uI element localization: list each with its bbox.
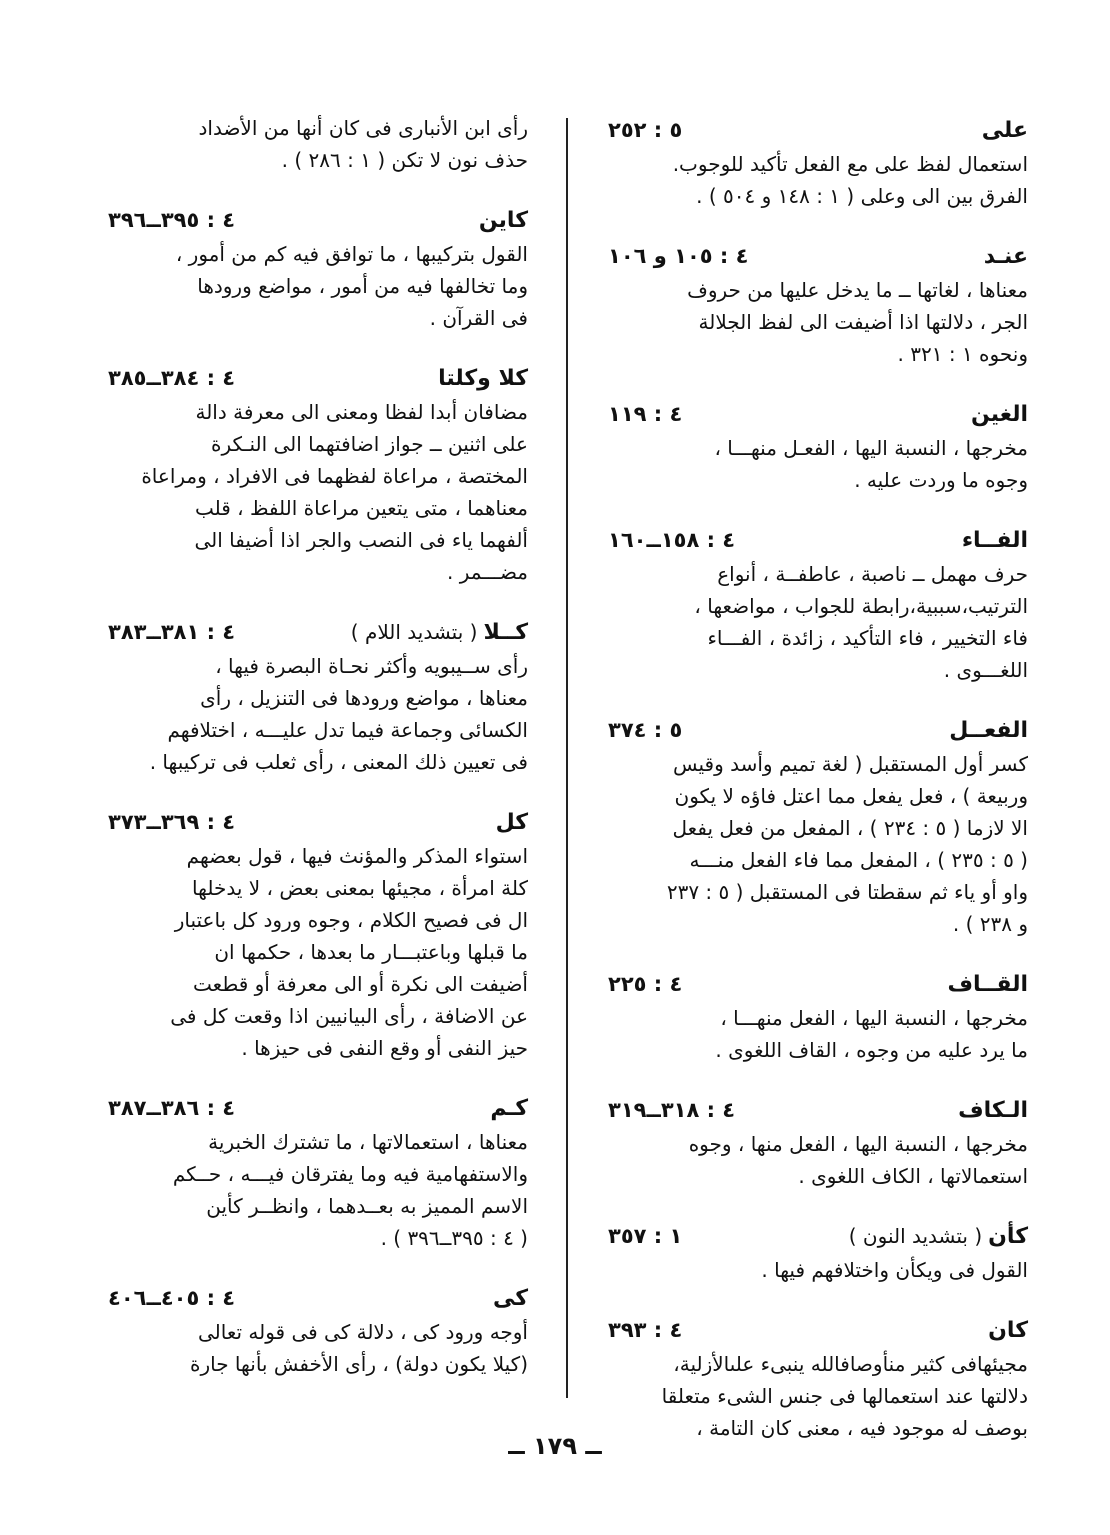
entry-term-wrap [849, 1218, 1028, 1256]
left-column [88, 112, 528, 1406]
entry-term: كل [495, 810, 528, 835]
entry-note: ( بتشديد النون ) [848, 1224, 983, 1248]
description-line: وربيعة ) ، فعل يفعل مما اعتل فاؤه لا يكون [674, 784, 1028, 808]
index-entry [588, 1092, 1028, 1192]
index-entry [88, 202, 528, 334]
entry-term-wrap [496, 805, 528, 842]
entry-description [588, 748, 1028, 940]
entry-reference: ٤ : ١٠٥ و ١٠٦ [608, 244, 749, 268]
entry-header [88, 614, 528, 650]
entry-reference: ٥ : ٢٥٢ [608, 118, 683, 142]
entry-header [88, 1280, 528, 1316]
description-line: (كيلا يكون دولة) ، رأى الأخفش بأنها جارة [189, 1352, 528, 1376]
description-line: أوجه ورود كى ، دلالة كى فى قوله تعالى [197, 1320, 528, 1344]
entry-description [588, 274, 1028, 370]
description-line: مضافان أبدا لفظا ومعنى الى معرفة دالة [195, 400, 528, 424]
entry-term: كاين [478, 208, 528, 233]
entry-description [88, 112, 528, 176]
entry-header [88, 1090, 528, 1126]
index-entry [588, 966, 1028, 1066]
entry-reference: ٤ : ١٥٨ــ١٦٠ [608, 528, 736, 552]
index-entry [588, 712, 1028, 940]
description-line: ونحوه ١ : ٣٢١ . [897, 342, 1028, 366]
right-column [588, 112, 1028, 1470]
entry-term-wrap [493, 1281, 528, 1318]
description-line: ألفهما ياء فى النصب والجر اذا أضيفا الى [194, 528, 528, 552]
entry-description [588, 558, 1028, 686]
entry-header [588, 712, 1028, 748]
entry-term-wrap [948, 967, 1029, 1004]
entry-term-wrap [982, 113, 1028, 150]
entry-description [588, 1128, 1028, 1192]
description-line: حرف مهمل ــ ناصبة ، عاطفــة ، أنواع [717, 562, 1028, 586]
description-line: استعمال لفظ على مع الفعل تأكيد للوجوب. [672, 152, 1028, 176]
description-line: استعمالاتها ، الكاف اللغوى . [798, 1164, 1028, 1188]
entry-term: على [981, 118, 1028, 143]
column-divider [566, 118, 568, 1398]
description-line: المختصة ، مراعاة لفظهما فى الافراد ، ومراعاة [141, 464, 528, 488]
description-line: وما تخالفها فيه من أمور ، مواضع ورودها [197, 274, 528, 298]
entry-term-wrap [962, 523, 1028, 560]
entry-header [588, 522, 1028, 558]
description-line: واو أو ياء ثم سقطتا فى المستقبل ( ٥ : ٢٣٧ [666, 880, 1028, 904]
description-line: حذف نون لا تكن ( ١ : ٢٨٦ ) . [281, 148, 528, 172]
entry-term-wrap [351, 614, 528, 652]
entry-reference: ٤ : ١١٩ [608, 402, 683, 426]
index-entry [88, 1280, 528, 1380]
description-line: معناها ، لغاتها ــ ما يدخل عليها من حروف [687, 278, 1028, 302]
entry-description [88, 650, 528, 778]
entry-term: كى [492, 1286, 528, 1311]
entry-header [88, 804, 528, 840]
description-line: القول بتركيبها ، ما توافق فيه كم من أمور ، [175, 242, 528, 266]
entry-header [88, 360, 528, 396]
description-line: اللغـــوى . [943, 658, 1028, 682]
description-line: الفرق بين الى وعلى ( ١ : ١٤٨ و ٥٠٤ ) . [696, 184, 1028, 208]
description-line: معناهما ، متى يتعين مراعاة اللفظ ، قلب [194, 496, 528, 520]
entry-reference: ٤ : ٢٢٥ [608, 972, 683, 996]
description-line: الكسائى وجماعة فيما تدل عليـــه ، اختلافهم [167, 718, 528, 742]
entry-term: الفــاء [961, 528, 1028, 553]
description-line: مخرجها ، النسبة اليها ، الفعل منها ، وجوه [688, 1132, 1028, 1156]
description-line: عن الاضافة ، رأى البيانيين اذا وقعت كل فى [170, 1004, 528, 1028]
description-line: مخرجها ، النسبة اليها ، الفعـل منهـــا ، [714, 436, 1028, 460]
index-entry [88, 804, 528, 1064]
entry-note: ( بتشديد اللام ) [350, 620, 478, 644]
description-line: الترتيب،سببية،رابطة للجواب ، مواضعها ، [694, 594, 1028, 618]
description-line: والاستفهامية فيه وما يفترقان فيـــه ، حــكم [172, 1162, 528, 1186]
entry-reference: ٤ : ٣٦٩ــ٣٧٣ [108, 810, 236, 834]
entry-header [588, 1092, 1028, 1128]
index-entry [588, 238, 1028, 370]
index-entry [88, 360, 528, 588]
description-line: القول فى ويكأن واختلافهم فيها . [761, 1258, 1028, 1282]
description-line: ال فى فصيح الكلام ، وجوه ورود كل باعتبار [174, 908, 528, 932]
entry-reference: ١ : ٣٥٧ [608, 1224, 683, 1248]
description-line: كسر أول المستقبل ( لغة تميم وأسد وقيس [673, 752, 1028, 776]
entry-description [588, 1002, 1028, 1066]
index-entry [88, 1090, 528, 1254]
entry-reference: ٤ : ٣٩٣ [608, 1318, 683, 1342]
description-line: ( ٥ : ٢٣٥ ) ، المفعل مما فاء الفعل منـــه [689, 848, 1028, 872]
entry-term-wrap [958, 1093, 1028, 1130]
entry-term: الفعــل [949, 718, 1028, 743]
entry-term-wrap [490, 1091, 528, 1128]
entry-description [88, 1126, 528, 1254]
entry-description [88, 396, 528, 588]
description-line: أضيفت الى نكرة أو الى معرفة أو قطعت [193, 972, 528, 996]
description-line: رأى ابن الأنبارى فى كان أنها من الأضداد [198, 116, 528, 140]
entry-reference: ٤ : ٣٨١ــ٣٨٣ [108, 620, 236, 644]
index-entry [88, 614, 528, 778]
description-line: معناها ، مواضع ورودها فى التنزيل ، رأى [200, 686, 528, 710]
entry-header [588, 1218, 1028, 1254]
page-number: ــ ١٧٩ ــ [508, 1432, 602, 1460]
description-line: فاء التخيير ، فاء التأكيد ، زائدة ، الفـــاء [707, 626, 1028, 650]
index-entry [88, 112, 528, 176]
description-line: الا لازما ( ٥ : ٢٣٤ ) ، المفعل من فعل يفعل [672, 816, 1028, 840]
entry-reference: ٤ : ٣٨٦ــ٣٨٧ [108, 1096, 236, 1120]
description-line: كلة امرأة ، مجيئها بمعنى بعض ، لا يدخلها [192, 876, 528, 900]
description-line: فى تعيين ذلك المعنى ، رأى ثعلب فى تركيبها . [149, 750, 528, 774]
entry-reference: ٤ : ٣٨٤ــ٣٨٥ [108, 366, 236, 390]
entry-description [588, 1348, 1028, 1444]
entry-term: الـكاف [958, 1098, 1028, 1123]
description-line: وجوه ما وردت عليه . [854, 468, 1028, 492]
entry-term-wrap [984, 239, 1028, 276]
entry-description [588, 432, 1028, 496]
description-line: رأى ســيبويه وأكثر نحـاة البصرة فيها ، [215, 654, 528, 678]
index-entry [588, 112, 1028, 212]
description-line: الجر ، دلالتها اذا أضيفت الى لفظ الجلالة [698, 310, 1028, 334]
description-line: ( ٤ : ٣٩٥ــ٣٩٦ ) . [380, 1226, 528, 1250]
entry-header [88, 202, 528, 238]
entry-header [588, 238, 1028, 274]
entry-term: كلا وكلتا [438, 366, 528, 391]
entry-term: القــاف [947, 972, 1028, 997]
description-line: بوصف له موجود فيه ، معنى كان التامة ، [696, 1416, 1028, 1440]
entry-description [588, 148, 1028, 212]
description-line: دلالتها عند استعمالها فى جنس الشىء متعلقا [661, 1384, 1028, 1408]
entry-term: كأن [988, 1224, 1028, 1249]
description-line: على اثنين ــ جواز اضافتهما الى النـكرة [211, 432, 528, 456]
index-entry [588, 522, 1028, 686]
index-entry [588, 396, 1028, 496]
entry-term-wrap [988, 1313, 1028, 1350]
description-line: مجيئهافى كثير منأوصافالله ينبىء علىالأزلية، [673, 1352, 1028, 1376]
description-line: ما يرد عليه من وجوه ، القاف اللغوى . [715, 1038, 1028, 1062]
index-entry [588, 1312, 1028, 1444]
entry-term-wrap [949, 713, 1028, 750]
entry-term-wrap [438, 361, 528, 398]
description-line: مخرجها ، النسبة اليها ، الفعل منهـــا ، [720, 1006, 1028, 1030]
entry-term: كان [988, 1318, 1028, 1343]
entry-description [88, 238, 528, 334]
entry-term: كــلا [483, 620, 528, 645]
description-line: ما قبلها وباعتبـــار ما بعدها ، حكمها ان [214, 940, 528, 964]
entry-reference: ٤ : ٣١٨ــ٣١٩ [608, 1098, 736, 1122]
entry-description [88, 1316, 528, 1380]
description-line: و ٢٣٨ ) . [952, 912, 1028, 936]
description-line: استواء المذكر والمؤنث فيها ، قول بعضهم [186, 844, 528, 868]
index-entry [588, 1218, 1028, 1286]
description-line: فى القرآن . [429, 306, 528, 330]
entry-description [588, 1254, 1028, 1286]
entry-header [588, 966, 1028, 1002]
entry-reference: ٤ : ٣٩٥ــ٣٩٦ [108, 208, 236, 232]
description-line: الاسم المميز به بعــدهما ، وانظــر كأين [206, 1194, 528, 1218]
description-line: حيز النفى أو وقع النفى فى حيزها . [241, 1036, 528, 1060]
entry-term: كـم [490, 1096, 528, 1121]
entry-header [588, 1312, 1028, 1348]
description-line: معناها ، استعمالاتها ، ما تشترك الخبرية [208, 1130, 528, 1154]
entry-term-wrap [479, 203, 528, 240]
entry-header [588, 112, 1028, 148]
entry-term: عنـد [983, 244, 1028, 269]
entry-term: الغين [971, 402, 1028, 427]
entry-reference: ٤ : ٤٠٥ــ٤٠٦ [108, 1286, 236, 1310]
description-line: مضـــمر . [447, 560, 528, 584]
entry-term-wrap [971, 397, 1028, 434]
entry-header [588, 396, 1028, 432]
entry-description [88, 840, 528, 1064]
entry-reference: ٥ : ٣٧٤ [608, 718, 683, 742]
